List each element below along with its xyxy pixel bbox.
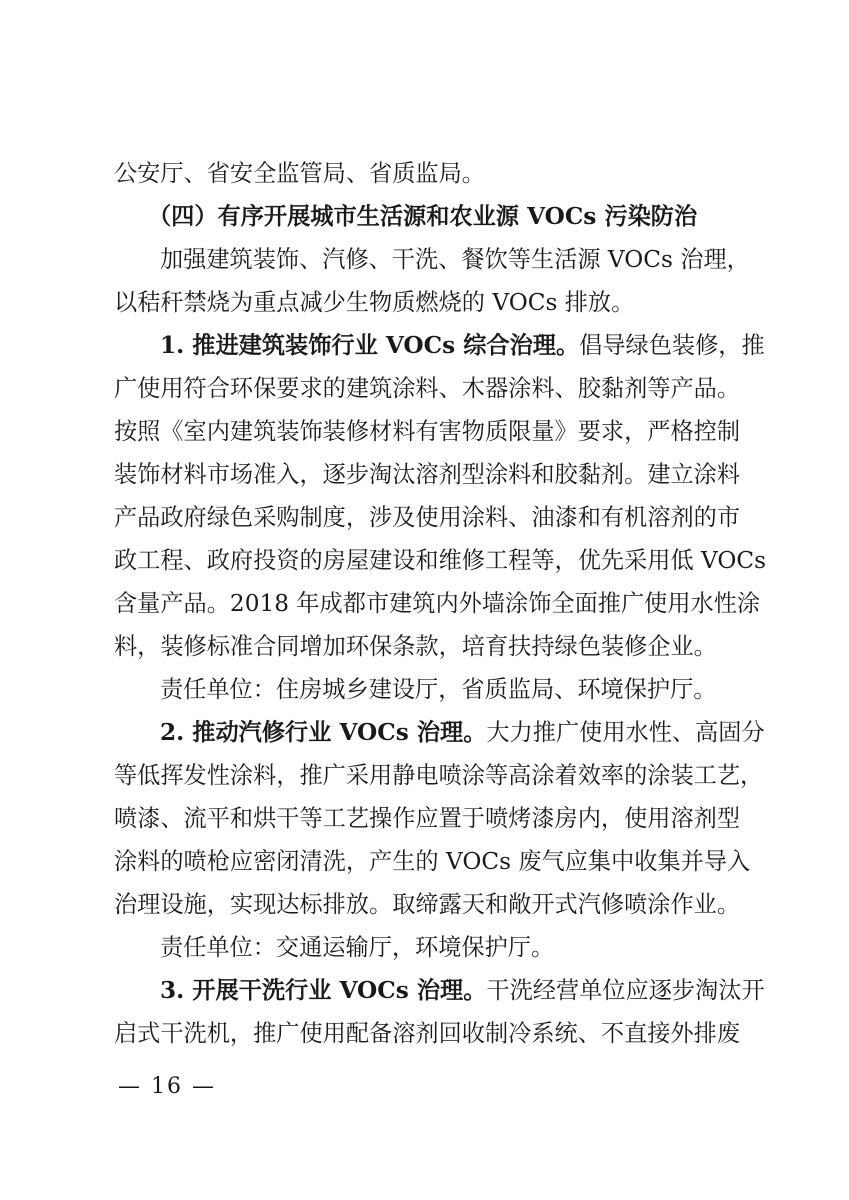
paragraph-line: 以秸秆禁烧为重点减少生物质燃烧的 VOCs 排放。 [114, 289, 635, 316]
text-line: 公安厅、省安全监管局、省质监局。 [114, 160, 485, 187]
paragraph-line: 按照《室内建筑装饰装修材料有害物质限量》要求，严格控制 [114, 418, 741, 445]
paragraph-line: 含量产品。2018 年成都市建筑内外墙涂饰全面推广使用水性涂 [114, 590, 761, 617]
item-title: 3. 开展干洗行业 VOCs 治理。 [160, 977, 487, 1004]
item-text: 倡导绿色装修，推 [579, 332, 765, 359]
paragraph-line: 政工程、政府投资的房屋建设和维修工程等，优先采用低 VOCs [114, 547, 767, 574]
page-number: — 16 — [118, 1074, 216, 1099]
paragraph-line: 喷漆、流平和烘干等工艺操作应置于喷烤漆房内，使用溶剂型 [114, 805, 741, 832]
paragraph-line: 装饰材料市场准入，逐步淘汰溶剂型涂料和胶黏剂。建立涂料 [114, 461, 741, 488]
paragraph-line: 产品政府绿色采购制度，涉及使用涂料、油漆和有机溶剂的市 [114, 504, 741, 531]
item-text: 大力推广使用水性、高固分 [486, 719, 765, 746]
paragraph-line: 治理设施，实现达标排放。取缔露天和敞开式汽修喷涂作业。 [114, 891, 741, 918]
item-title: 2. 推动汽修行业 VOCs 治理。 [160, 719, 487, 746]
paragraph-line: 涂料的喷枪应密闭清洗，产生的 VOCs 废气应集中收集并导入 [114, 848, 751, 875]
responsible-units: 责任单位：交通运输厅，环境保护厅。 [160, 934, 555, 961]
item-title: 1. 推进建筑装饰行业 VOCs 综合治理。 [160, 332, 580, 359]
paragraph-line: 料，装修标准合同增加环保条款，培育扶持绿色装修企业。 [114, 633, 717, 660]
paragraph-line: 启式干洗机，推广使用配备溶剂回收制冷系统、不直接外排废 [114, 1020, 741, 1047]
section-heading: （四）有序开展城市生活源和农业源 VOCs 污染防治 [148, 203, 698, 230]
paragraph-line: 等低挥发性涂料，推广采用静电喷涂等高涂着效率的涂装工艺， [114, 762, 764, 789]
item-text: 干洗经营单位应逐步淘汰开 [486, 977, 765, 1004]
document-body [114, 152, 767, 1055]
item-heading-line [114, 711, 765, 754]
item-heading-line [114, 324, 765, 367]
paragraph-line: 加强建筑装饰、汽修、干洗、餐饮等生活源 VOCs 治理， [160, 246, 750, 273]
item-heading-line [114, 969, 765, 1012]
responsible-units: 责任单位：住房城乡建设厅，省质监局、环境保护厅。 [160, 676, 717, 703]
paragraph-line: 广使用符合环保要求的建筑涂料、木器涂料、胶黏剂等产品。 [114, 375, 741, 402]
